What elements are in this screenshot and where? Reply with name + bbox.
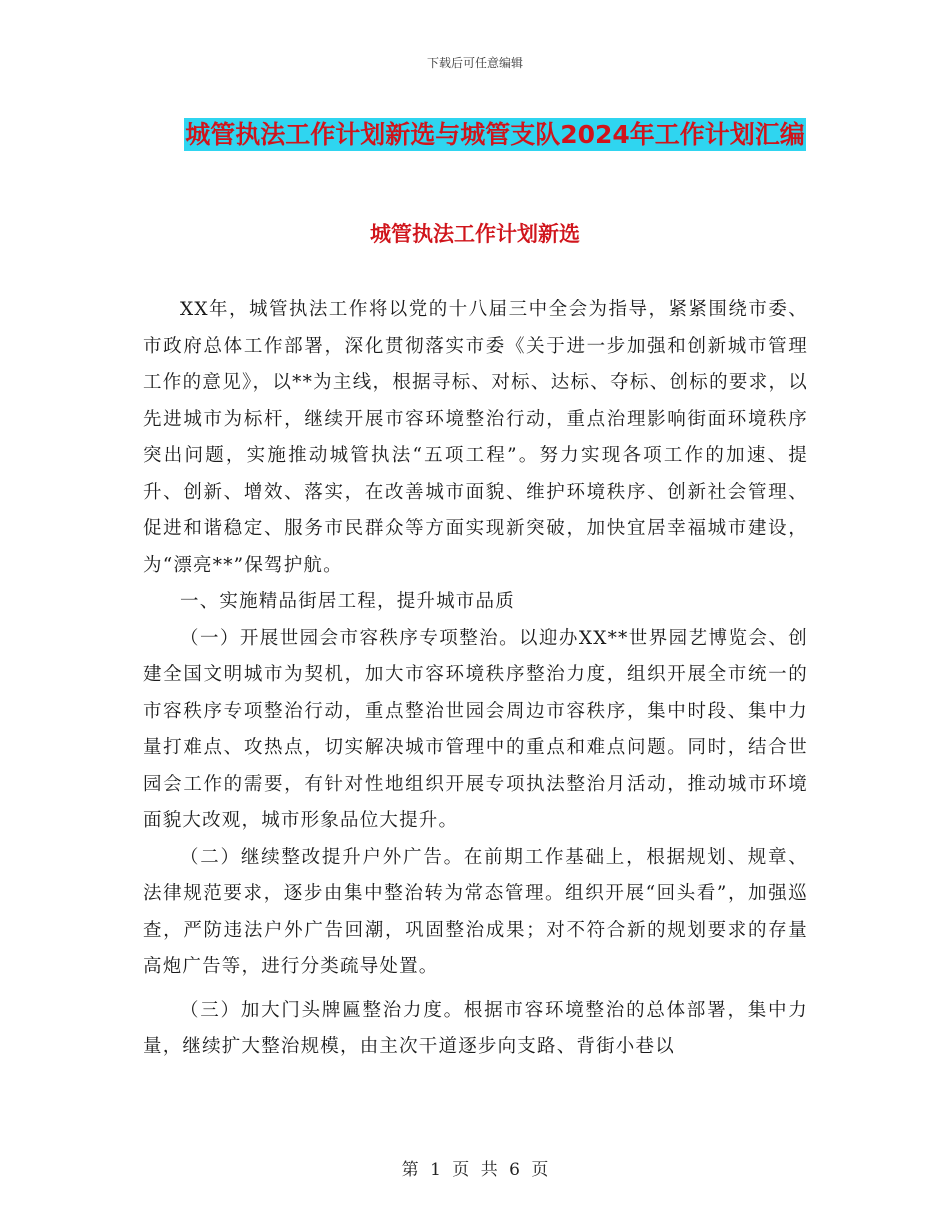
section-title: 城管执法工作计划新选 (370, 222, 580, 246)
paragraph-intro: XX年，城管执法工作将以党的十八届三中全会为指导，紧紧围绕市委、市政府总体工作部署，深化贯彻落实市委《关于进一步加强和创新城市管理工作的意见》，以**为主线，根据寻标、对标、达标、夺标、创标的要求，以先进城市为标杆，继续开展市容环境整治行动，重点治理影响街面环境秩序突出问题，实施推动城管执法“五项工程”。努力实现各项工作的加速、提升、创新、增效、落实，在改善城市面貌、维护环境秩序、创新社会管理、促进和谐稳定、服务市民群众等方面实现新突破，加快宜居幸福城市建设，为“漂亮**”保驾护航。 (143, 299, 808, 576)
page-footer: 第 1 页 共 6 页 (401, 1160, 549, 1180)
paragraph-heading-1: 一、实施精品街居工程，提升城市品质 (180, 591, 515, 612)
header-note: 下载后可任意编辑 (426, 56, 523, 70)
body-text (143, 292, 808, 1066)
paragraph-item-1: （一）开展世园会市容秩序专项整治。以迎办XX**世界园艺博览会、创建全国文明城市为契机，加大市容环境秩序整治力度，组织开展全市统一的市容秩序专项整治行动，重点整治世园会周边市容秩序，集中时段、集中力量打难点、攻热点，切实解决城市管理中的重点和难点问题。同时，结合世园会工作的需要，有针对性地组织开展专项执法整治月活动，推动城市环境面貌大改观，城市形象品位大提升。 (143, 627, 808, 831)
paragraph-item-2: （二）继续整改提升户外广告。在前期工作基础上，根据规划、规章、法律规范要求，逐步由集中整治转为常态管理。组织开展“回头看”，加强巡查，严防违法户外广告回潮，巩固整治成果；对不符合新的规划要求的存量高炮广告等，进行分类疏导处置。 (143, 846, 808, 977)
paragraph-item-3: （三）加大门头牌匾整治力度。根据市容环境整治的总体部署，集中力量，继续扩大整治规模，由主次干道逐步向支路、背街小巷以 (143, 999, 808, 1057)
document-title (150, 112, 840, 158)
document-title-text: 城管执法工作计划新选与城管支队2024年工作计划汇编 (185, 120, 805, 149)
